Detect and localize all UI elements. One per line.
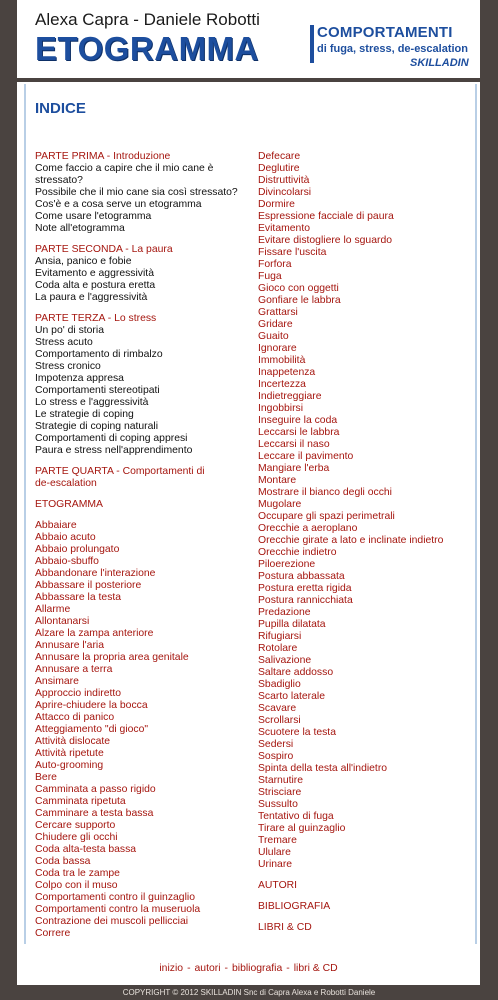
etogramma-item[interactable]: Attacco di panico: [35, 712, 115, 723]
index-item[interactable]: Un po' di storia: [35, 325, 104, 336]
page: [17, 0, 480, 985]
etogramma-item[interactable]: Coda alta-testa bassa: [35, 844, 137, 855]
etogramma-item[interactable]: Ingobbirsi: [258, 403, 304, 414]
book-title-bar: [310, 25, 314, 63]
index-item[interactable]: Le strategie di coping: [35, 409, 134, 420]
index-item[interactable]: stressato?: [35, 175, 83, 186]
part-heading[interactable]: PARTE PRIMA - Introduzione: [35, 151, 171, 162]
etogramma-item[interactable]: Orecchie a aeroplano: [258, 523, 358, 534]
etogramma-item[interactable]: Correre: [35, 928, 71, 939]
etogramma-item[interactable]: Espressione facciale di paura: [258, 211, 394, 222]
index-item[interactable]: Evitamento e aggressività: [35, 268, 154, 279]
etogramma-item[interactable]: Divincolarsi: [258, 187, 312, 198]
footer-link[interactable]: inizio: [159, 963, 184, 974]
etogramma-item[interactable]: Camminare a testa bassa: [35, 808, 154, 819]
etogramma-item[interactable]: Scavare: [258, 703, 297, 714]
etogramma-item[interactable]: Saltare addosso: [258, 667, 334, 678]
etogramma-item[interactable]: Camminata a passo rigido: [35, 784, 156, 795]
etogramma-item[interactable]: Annusare l'aria: [35, 640, 104, 651]
spacer: [35, 511, 253, 520]
etogramma-item[interactable]: Sospiro: [258, 751, 294, 762]
etogramma-item[interactable]: Comportamenti contro il guinzaglio: [35, 892, 195, 903]
section-link[interactable]: AUTORI: [258, 880, 298, 891]
spacer: [35, 490, 253, 499]
footer-link[interactable]: autori: [194, 963, 221, 974]
spacer: [258, 892, 473, 901]
book-subtitle: di fuga, stress, de-escalation: [317, 43, 468, 55]
etogramma-item[interactable]: Scarto laterale: [258, 691, 325, 702]
etogramma-item[interactable]: Abbaio-sbuffo: [35, 556, 99, 567]
footer-separator: -: [187, 963, 191, 974]
etogramma-item[interactable]: Orecchie girate a lato e inclinate indietro: [258, 535, 444, 546]
etogramma-item[interactable]: Fuga: [258, 271, 282, 282]
etogramma-item[interactable]: Contrazione dei muscoli pellicciai: [35, 916, 189, 927]
etogramma-item[interactable]: Distruttività: [258, 175, 310, 186]
part-heading[interactable]: de-escalation: [35, 478, 97, 489]
etogramma-item[interactable]: Fissare l'uscita: [258, 247, 327, 258]
etogramma-item[interactable]: Sedersi: [258, 739, 294, 750]
etogramma-item[interactable]: Incertezza: [258, 379, 306, 390]
part-heading[interactable]: PARTE QUARTA - Comportamenti di: [35, 466, 205, 477]
etogramma-item[interactable]: Abbaio acuto: [35, 532, 96, 543]
etogramma-item[interactable]: Evitare distogliere lo sguardo: [258, 235, 392, 246]
etogramma-item[interactable]: Rotolare: [258, 643, 298, 654]
etogramma-item[interactable]: Indietreggiare: [258, 391, 322, 402]
etogramma-item[interactable]: Orecchie indietro: [258, 547, 337, 558]
etogramma-item[interactable]: Auto-grooming: [35, 760, 104, 771]
etogramma-item[interactable]: Cercare supporto: [35, 820, 116, 831]
etogramma-item[interactable]: Gridare: [258, 319, 293, 330]
etogramma-item[interactable]: Ululare: [258, 847, 291, 858]
etogramma-item[interactable]: Mangiare l'erba: [258, 463, 330, 474]
etogramma-item[interactable]: Mostrare il bianco degli occhi: [258, 487, 392, 498]
etogramma-item[interactable]: Sbadiglio: [258, 679, 301, 690]
spacer: [35, 457, 253, 466]
etogramma-item[interactable]: Ignorare: [258, 343, 297, 354]
etogramma-item[interactable]: Scuotere la testa: [258, 727, 336, 738]
etogramma-item[interactable]: Spinta della testa all'indietro: [258, 763, 388, 774]
index-item[interactable]: Lo stress e l'aggressività: [35, 397, 149, 408]
etogramma-item[interactable]: Aprire-chiudere la bocca: [35, 700, 148, 711]
etogramma-item[interactable]: Postura abbassata: [258, 571, 345, 582]
section-link[interactable]: LIBRI & CD: [258, 922, 312, 933]
etogramma-item[interactable]: Scrollarsi: [258, 715, 301, 726]
index-item[interactable]: Impotenza appresa: [35, 373, 124, 384]
etogramma-item[interactable]: Camminata ripetuta: [35, 796, 126, 807]
etogramma-item[interactable]: Comportamenti contro la museruola: [35, 904, 201, 915]
header: [17, 0, 480, 80]
etogramma-item[interactable]: Grattarsi: [258, 307, 298, 318]
etogramma-item[interactable]: Alzare la zampa anteriore: [35, 628, 154, 639]
header-divider: [17, 78, 480, 82]
etogramma-item[interactable]: Coda tra le zampe: [35, 868, 120, 879]
etogramma-item[interactable]: Predazione: [258, 607, 311, 618]
footer-nav: [17, 963, 480, 974]
etogramma-item[interactable]: Ansimare: [35, 676, 79, 687]
etogramma-item[interactable]: Guaito: [258, 331, 289, 342]
etogramma-item[interactable]: Abbaio prolungato: [35, 544, 120, 555]
etogramma-item[interactable]: Bere: [35, 772, 57, 783]
etogramma-item[interactable]: Abbandonare l'interazione: [35, 568, 156, 579]
index-item[interactable]: Possibile che il mio cane sia così stressato?: [35, 187, 238, 198]
footer-link[interactable]: libri & CD: [293, 963, 338, 974]
etogramma-item[interactable]: Mugolare: [258, 499, 302, 510]
index-item[interactable]: Comportamento di rimbalzo: [35, 349, 163, 360]
etogramma-item[interactable]: Forfora: [258, 259, 292, 270]
etogramma-item[interactable]: Defecare: [258, 151, 301, 162]
etogramma-item[interactable]: Tremare: [258, 835, 297, 846]
spacer: [258, 913, 473, 922]
index-item[interactable]: Stress cronico: [35, 361, 101, 372]
etogramma-item[interactable]: Approccio indiretto: [35, 688, 122, 699]
index-item[interactable]: Come usare l'etogramma: [35, 211, 152, 222]
index-heading: INDICE: [35, 100, 86, 117]
etogramma-item[interactable]: Chiudere gli occhi: [35, 832, 118, 843]
index-item[interactable]: Cos'è e a cosa serve un etogramma: [35, 199, 202, 210]
etogramma-item[interactable]: Coda bassa: [35, 856, 91, 867]
etogramma-item[interactable]: Abbassare la testa: [35, 592, 122, 603]
etogramma-item[interactable]: Deglutire: [258, 163, 300, 174]
etogramma-item[interactable]: Inappetenza: [258, 367, 316, 378]
footer-link[interactable]: bibliografia: [232, 963, 283, 974]
spacer: [258, 871, 473, 880]
etogramma-item[interactable]: Leccarsi le labbra: [258, 427, 340, 438]
etogramma-item[interactable]: Allontanarsi: [35, 616, 90, 627]
etogramma-item[interactable]: Attività ripetute: [35, 748, 104, 759]
etogramma-item[interactable]: Abbassare il posteriore: [35, 580, 142, 591]
etogramma-item[interactable]: Postura rannicchiata: [258, 595, 353, 606]
part-heading[interactable]: PARTE SECONDA - La paura: [35, 244, 173, 255]
index-column-right: [258, 151, 473, 934]
etogramma-item[interactable]: Leccare il pavimento: [258, 451, 354, 462]
part-heading[interactable]: PARTE TERZA - Lo stress: [35, 313, 157, 324]
etogramma-item[interactable]: Gioco con oggetti: [258, 283, 339, 294]
index-column-left: [35, 151, 253, 940]
index-item[interactable]: Ansia, panico e fobie: [35, 256, 132, 267]
authors: Alexa Capra - Daniele Robotti: [35, 10, 260, 29]
index-item[interactable]: Paura e stress nell'apprendimento: [35, 445, 193, 456]
index-item[interactable]: Comportamenti di coping appresi: [35, 433, 188, 444]
etogramma-item[interactable]: Postura eretta rigida: [258, 583, 352, 594]
index-item[interactable]: Come faccio a capire che il mio cane è: [35, 163, 214, 174]
etogramma-item[interactable]: Atteggiamento "di gioco": [35, 724, 149, 735]
copyright: COPYRIGHT © 2012 SKILLADIN Snc di Capra Alexa e Robotti Daniele: [122, 988, 376, 997]
etogramma-item[interactable]: Occupare gli spazi perimetrali: [258, 511, 395, 522]
etogramma-item[interactable]: Piloerezione: [258, 559, 316, 570]
etogramma-item[interactable]: Allarme: [35, 604, 71, 615]
etogramma-item[interactable]: Starnutire: [258, 775, 304, 786]
index-item[interactable]: Stress acuto: [35, 337, 93, 348]
etogramma-item[interactable]: Colpo con il muso: [35, 880, 118, 891]
etogramma-item[interactable]: Tentativo di fuga: [258, 811, 334, 822]
etogramma-item[interactable]: Pupilla dilatata: [258, 619, 326, 630]
index-item[interactable]: La paura e l'aggressività: [35, 292, 148, 303]
etogramma-item[interactable]: Dormire: [258, 199, 295, 210]
etogramma-item[interactable]: Annusare la propria area genitale: [35, 652, 189, 663]
index-item[interactable]: Coda alta e postura eretta: [35, 280, 156, 291]
index-item[interactable]: Strategie di coping naturali: [35, 421, 159, 432]
etogramma-item[interactable]: Leccarsi il naso: [258, 439, 330, 450]
footer-separator: -: [286, 963, 290, 974]
etogramma-item[interactable]: Annusare a terra: [35, 664, 113, 675]
brand-logo: SKILLADIN: [410, 57, 469, 69]
etogramma-item[interactable]: Gonfiare le labbra: [258, 295, 341, 306]
etogramma-item[interactable]: Salivazione: [258, 655, 312, 666]
footer-separator: -: [224, 963, 228, 974]
etogramma-item[interactable]: Montare: [258, 475, 297, 486]
page-title: ETOGRAMMA: [35, 30, 259, 67]
spacer: [35, 235, 253, 244]
etogramma-item[interactable]: Immobilità: [258, 355, 306, 366]
etogramma-item[interactable]: Evitamento: [258, 223, 310, 234]
etogramma-item[interactable]: Attività dislocate: [35, 736, 111, 747]
etogramma-item[interactable]: Rifugiarsi: [258, 631, 302, 642]
index-item[interactable]: Note all'etogramma: [35, 223, 125, 234]
etogramma-item[interactable]: Abbaiare: [35, 520, 77, 531]
etogramma-heading: ETOGRAMMA: [35, 499, 103, 510]
spacer: [35, 304, 253, 313]
etogramma-item[interactable]: Inseguire la coda: [258, 415, 338, 426]
etogramma-item[interactable]: Strisciare: [258, 787, 302, 798]
etogramma-item[interactable]: Sussulto: [258, 799, 298, 810]
section-link[interactable]: BIBLIOGRAFIA: [258, 901, 331, 912]
etogramma-item[interactable]: Urinare: [258, 859, 293, 870]
index-item[interactable]: Comportamenti stereotipati: [35, 385, 160, 396]
book-title: COMPORTAMENTI: [317, 24, 453, 41]
etogramma-item[interactable]: Tirare al guinzaglio: [258, 823, 346, 834]
